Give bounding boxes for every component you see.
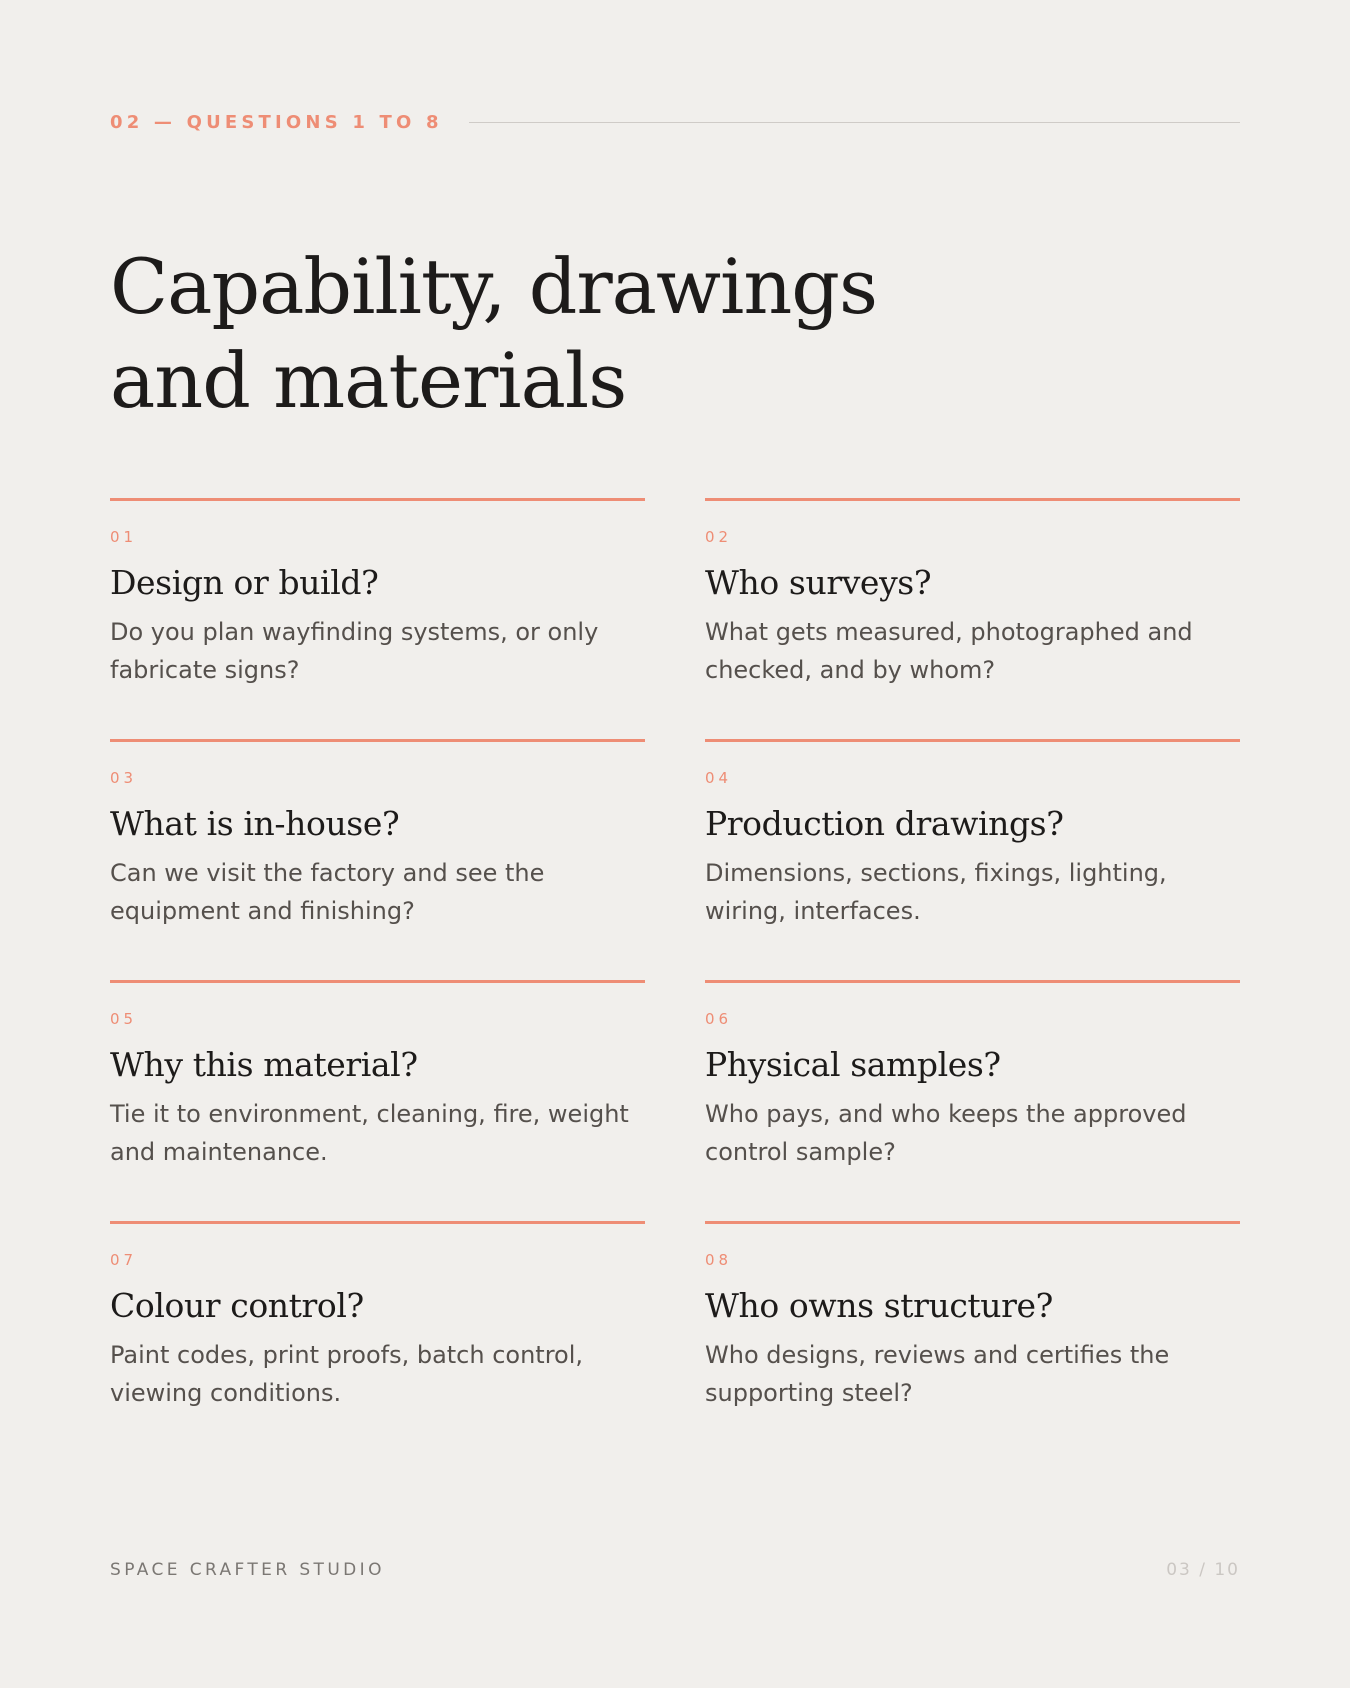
question-number: 06 (705, 1010, 733, 1028)
question-card-8 (705, 1221, 1240, 1462)
page-number: 03 / 10 (1166, 1560, 1240, 1580)
page-title: Capability, drawings and materials (110, 242, 877, 425)
question-card-5 (110, 980, 645, 1221)
question-title: Physical samples? (705, 1045, 1001, 1084)
question-description: Can we visit the factory and see the equipment and finishing? (110, 859, 545, 925)
section-divider (469, 122, 1240, 123)
question-card-6 (705, 980, 1240, 1221)
footer (110, 1560, 1240, 1580)
page (110, 0, 1240, 1688)
section-header (110, 112, 1240, 133)
footer-brand: SPACE CRAFTER STUDIO (110, 1560, 385, 1580)
question-card-2 (705, 498, 1240, 739)
question-description: Do you plan wayfinding systems, or only fabricate signs? (110, 618, 599, 684)
question-card-3 (110, 739, 645, 980)
question-title: Who owns structure? (705, 1286, 1053, 1325)
question-title: What is in-house? (110, 804, 400, 843)
question-description: Tie it to environment, cleaning, fire, weight and maintenance. (110, 1100, 629, 1166)
question-number: 01 (110, 528, 138, 546)
questions-grid (110, 498, 1240, 1462)
question-title: Colour control? (110, 1286, 364, 1325)
question-title: Who surveys? (705, 563, 932, 602)
question-description: Who designs, reviews and certifies the supporting steel? (705, 1341, 1170, 1407)
question-number: 04 (705, 769, 733, 787)
section-label: 02 — QUESTIONS 1 TO 8 (110, 112, 443, 133)
question-description: Dimensions, sections, fixings, lighting, wiring, interfaces. (705, 859, 1167, 925)
question-number: 03 (110, 769, 138, 787)
question-number: 07 (110, 1251, 138, 1269)
question-number: 08 (705, 1251, 733, 1269)
question-description: What gets measured, photographed and checked, and by whom? (705, 618, 1193, 684)
question-title: Design or build? (110, 563, 379, 602)
question-description: Who pays, and who keeps the approved control sample? (705, 1100, 1187, 1166)
question-title: Production drawings? (705, 804, 1064, 843)
question-title: Why this material? (110, 1045, 418, 1084)
question-number: 02 (705, 528, 733, 546)
question-number: 05 (110, 1010, 138, 1028)
question-card-7 (110, 1221, 645, 1462)
question-card-1 (110, 498, 645, 739)
question-description: Paint codes, print proofs, batch control, viewing conditions. (110, 1341, 584, 1407)
question-card-4 (705, 739, 1240, 980)
